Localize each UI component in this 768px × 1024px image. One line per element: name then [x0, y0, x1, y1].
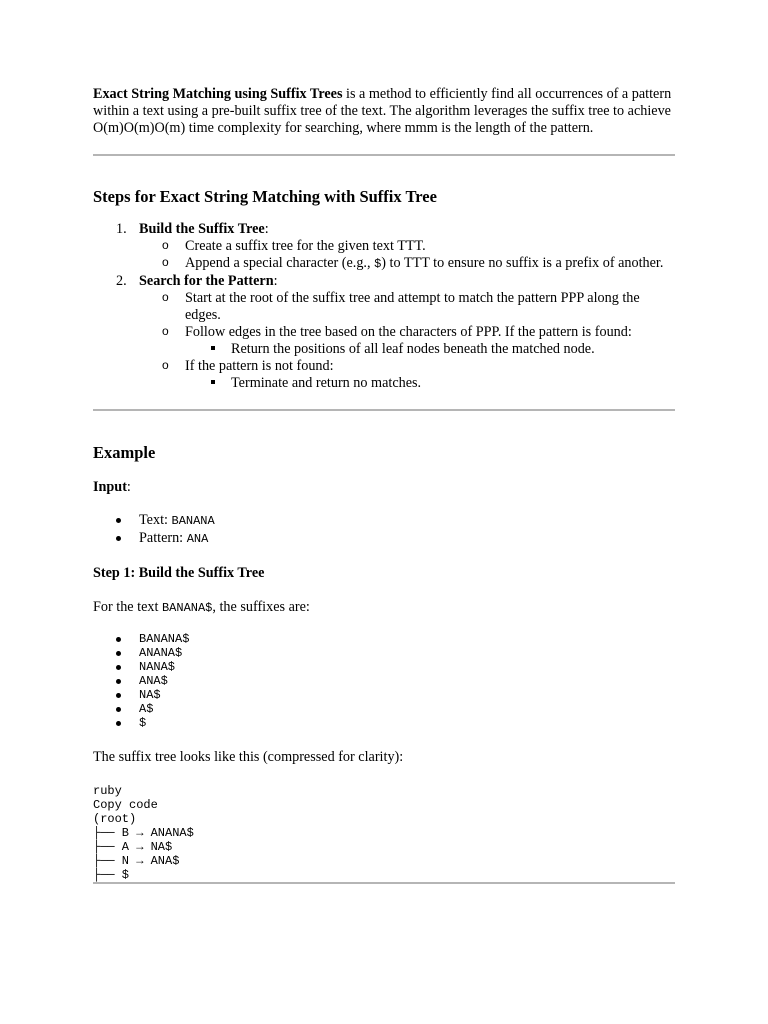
- circle-bullet-icon: o: [162, 255, 169, 269]
- tree-line: ├── B → ANANA$: [93, 826, 194, 840]
- circle-bullet-icon: o: [162, 324, 169, 338]
- input-label-text: Input: [93, 479, 127, 495]
- input-colon: :: [126, 479, 131, 495]
- square-bullet-icon: [211, 346, 215, 350]
- input-item: [93, 512, 675, 530]
- suffix-item: [93, 674, 675, 688]
- suffix-item: [93, 716, 675, 730]
- step-number: 2.: [116, 273, 127, 289]
- step-sublist: [139, 290, 675, 392]
- nested-sublist: [185, 341, 675, 358]
- step-number: 1.: [116, 221, 127, 237]
- tree-line: ├── A → NA$: [93, 840, 173, 854]
- suffix-text: $: [139, 716, 147, 730]
- steps-list: [93, 221, 675, 392]
- sub-item-text: Follow edges in the tree based on the characters of PPP. If the pattern is found:: [185, 324, 632, 340]
- tree-line: (root): [93, 812, 137, 826]
- bullet-icon: [116, 707, 121, 712]
- sub-item-text: Create a suffix tree for the given text TTT.: [185, 238, 426, 254]
- input-item-value: BANANA: [171, 514, 215, 528]
- divider: [93, 882, 675, 884]
- suffix-intro-text: For the text: [93, 599, 162, 615]
- input-item-label: Pattern:: [139, 530, 187, 546]
- sub-item-text: Start at the root of the suffix tree and attempt to match the pattern PPP along the edges.: [185, 290, 640, 323]
- sub-item: [139, 324, 675, 358]
- sub-item-text: Append a special character (e.g.,: [185, 255, 375, 271]
- input-list: [93, 512, 675, 548]
- nested-item-text: Return the positions of all leaf nodes beneath the matched node.: [231, 341, 595, 357]
- suffix-item: [93, 660, 675, 674]
- intro-paragraph: [93, 86, 675, 137]
- suffix-item: [93, 646, 675, 660]
- circle-bullet-icon: o: [162, 290, 169, 304]
- step-colon: :: [273, 273, 278, 289]
- input-item: [93, 530, 675, 548]
- nested-item: [185, 375, 675, 392]
- sub-item: [139, 238, 675, 255]
- circle-bullet-icon: o: [162, 238, 169, 252]
- step-title: Build the Suffix Tree: [139, 221, 265, 237]
- suffix-text: A$: [139, 702, 154, 716]
- code-block: [93, 784, 675, 882]
- nested-sublist: [185, 375, 675, 392]
- inline-code: BANANA$: [161, 601, 213, 615]
- bullet-icon: [116, 651, 121, 656]
- input-item-value: ANA: [186, 532, 209, 546]
- tree-line: ├── $: [93, 868, 130, 882]
- bullet-icon: [116, 518, 121, 523]
- step-title: Search for the Pattern: [139, 273, 274, 289]
- bullet-icon: [116, 637, 121, 642]
- suffix-item: [93, 632, 675, 646]
- inline-code: $: [374, 257, 382, 271]
- intro-text: is a method to efficiently find all occurrences of a pattern within a text using a pre-built suffix tree of the text. The algorithm leverages the suffix tree to achieve O(m)O(m)O(m) time complexity for searching, where mmm is the length of the pattern.: [93, 86, 672, 136]
- sub-item: [139, 358, 675, 392]
- step1-heading: Step 1: Build the Suffix Tree: [93, 565, 265, 581]
- suffix-text: BANANA$: [139, 632, 190, 646]
- step-item: [93, 273, 675, 392]
- suffix-intro-text: , the suffixes are:: [212, 599, 310, 615]
- step-sublist: [139, 238, 675, 273]
- step-colon: :: [264, 221, 269, 237]
- suffix-intro: [93, 599, 675, 617]
- document-content: [93, 86, 675, 884]
- suffix-text: NANA$: [139, 660, 176, 674]
- suffix-text: ANANA$: [139, 646, 183, 660]
- sub-item-text: ) to TTT to ensure no suffix is a prefix of another.: [381, 255, 664, 271]
- code-language-label: ruby: [93, 784, 122, 798]
- suffix-item: [93, 688, 675, 702]
- sub-item: [139, 290, 675, 324]
- bullet-icon: [116, 693, 121, 698]
- tree-intro: The suffix tree looks like this (compressed for clarity):: [93, 749, 404, 765]
- copy-code-button[interactable]: Copy code: [93, 798, 158, 812]
- suffix-item: [93, 702, 675, 716]
- sub-item: [139, 255, 675, 273]
- bullet-icon: [116, 679, 121, 684]
- nested-item: [185, 341, 675, 358]
- nested-item-text: Terminate and return no matches.: [231, 375, 422, 391]
- bullet-icon: [116, 721, 121, 726]
- suffix-list: [93, 632, 675, 730]
- input-label: [93, 479, 675, 496]
- suffix-text: NA$: [139, 688, 161, 702]
- example-heading: Example: [93, 443, 156, 462]
- input-item-label: Text:: [139, 512, 172, 528]
- tree-line: ├── N → ANA$: [93, 854, 180, 868]
- suffix-text: ANA$: [139, 674, 168, 688]
- intro-bold-term: Exact String Matching using Suffix Trees: [93, 86, 343, 102]
- bullet-icon: [116, 665, 121, 670]
- step-item: [93, 221, 675, 273]
- square-bullet-icon: [211, 380, 215, 384]
- steps-heading: Steps for Exact String Matching with Suffix Tree: [93, 187, 437, 206]
- sub-item-text: If the pattern is not found:: [185, 358, 334, 374]
- bullet-icon: [116, 536, 121, 541]
- circle-bullet-icon: o: [162, 358, 169, 372]
